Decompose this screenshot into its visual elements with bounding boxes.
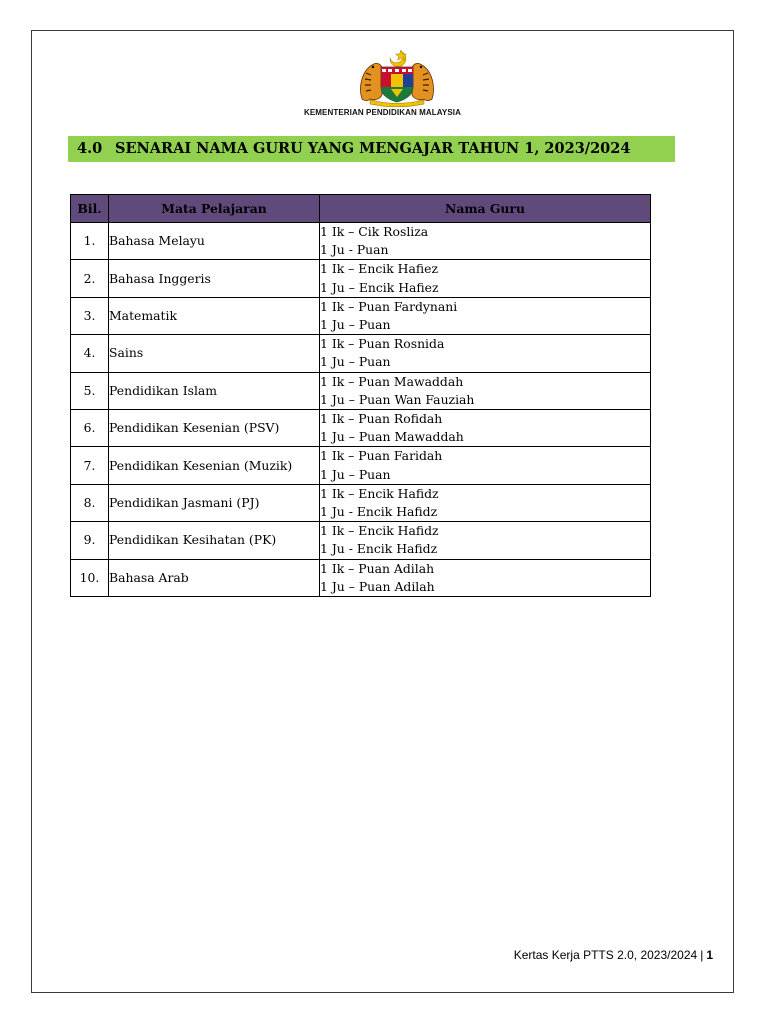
footer-separator: | [700,948,704,962]
table-row [71,372,651,409]
teacher-cell [320,297,651,334]
teacher-cell [320,223,651,260]
subject-name: Pendidikan Kesenian (PSV) [109,410,320,447]
row-number: 9. [71,522,109,559]
ministry-name: KEMENTERIAN PENDIDIKAN MALAYSIA [303,108,462,117]
row-number: 7. [71,447,109,484]
table-row [71,447,651,484]
section-number: 4.0 [77,140,103,157]
teacher-cell [320,335,651,372]
subject-name: Pendidikan Kesenian (Muzik) [109,447,320,484]
table-header-row [71,195,651,223]
teacher-ik: 1 Ik – Puan Rofidah [320,411,443,427]
page-footer [514,948,713,962]
teacher-ik: 1 Ik – Puan Adilah [320,560,435,576]
row-number: 8. [71,484,109,521]
page-number: 1 [706,948,713,962]
table-row [71,335,651,372]
teacher-ju: 1 Ju – Puan [320,354,391,370]
teacher-ju: 1 Ju - Encik Hafidz [320,504,438,520]
subject-name: Pendidikan Islam [109,372,320,409]
teacher-ju: 1 Ju – Puan [320,317,391,333]
table-row [71,297,651,334]
subject-name: Bahasa Inggeris [109,260,320,297]
table-row [71,559,651,596]
teacher-cell [320,410,651,447]
teacher-ju: 1 Ju – Puan Adilah [320,578,435,594]
column-header-subject: Mata Pelajaran [109,195,320,223]
teacher-cell [320,447,651,484]
column-header-teacher: Nama Guru [320,195,651,223]
table-row [71,410,651,447]
teacher-ik: 1 Ik – Encik Hafidz [320,523,439,539]
table-row [71,260,651,297]
subject-name: Matematik [109,297,320,334]
subject-name: Bahasa Melayu [109,223,320,260]
teacher-ik: 1 Ik – Puan Rosnida [320,336,445,352]
teacher-cell [320,522,651,559]
teacher-ju: 1 Ju - Puan [320,242,389,258]
teacher-cell [320,260,651,297]
subject-name: Pendidikan Jasmani (PJ) [109,484,320,521]
teacher-ik: 1 Ik – Cik Rosliza [320,224,429,239]
teacher-ik: 1 Ik – Encik Hafiez [320,261,438,277]
teacher-ik: 1 Ik – Encik Hafidz [320,485,439,501]
row-number: 6. [71,410,109,447]
teacher-ju: 1 Ju - Encik Hafidz [320,541,438,557]
row-number: 4. [71,335,109,372]
teacher-ik: 1 Ik – Puan Fardynani [320,298,458,314]
teacher-ik: 1 Ik – Puan Mawaddah [320,373,464,389]
row-number: 2. [71,260,109,297]
teacher-list-table [70,194,651,597]
teacher-ju: 1 Ju – Puan Wan Fauziah [320,391,475,407]
row-number: 3. [71,297,109,334]
row-number: 5. [71,372,109,409]
teacher-ju: 1 Ju – Puan [320,466,391,482]
row-number: 1. [71,223,109,260]
row-number: 10. [71,559,109,596]
table-row [71,522,651,559]
teacher-cell [320,484,651,521]
teacher-ju: 1 Ju – Encik Hafiez [320,279,439,295]
subject-name: Sains [109,335,320,372]
footer-text: Kertas Kerja PTTS 2.0, 2023/2024 [513,948,698,962]
section-heading [68,136,675,162]
teacher-cell [320,372,651,409]
table-row [71,484,651,521]
document-page [31,30,734,993]
subject-name: Pendidikan Kesihatan (PK) [109,522,320,559]
teacher-cell [320,559,651,596]
column-header-bil: Bil. [71,195,109,223]
coat-of-arms-icon [356,47,438,107]
table-row [71,223,651,260]
teacher-ik: 1 Ik – Puan Faridah [320,448,443,464]
subject-name: Bahasa Arab [109,559,320,596]
section-title-text: SENARAI NAMA GURU YANG MENGAJAR TAHUN 1, 2023/2024 [115,140,631,157]
teacher-ju: 1 Ju – Puan Mawaddah [320,429,464,445]
